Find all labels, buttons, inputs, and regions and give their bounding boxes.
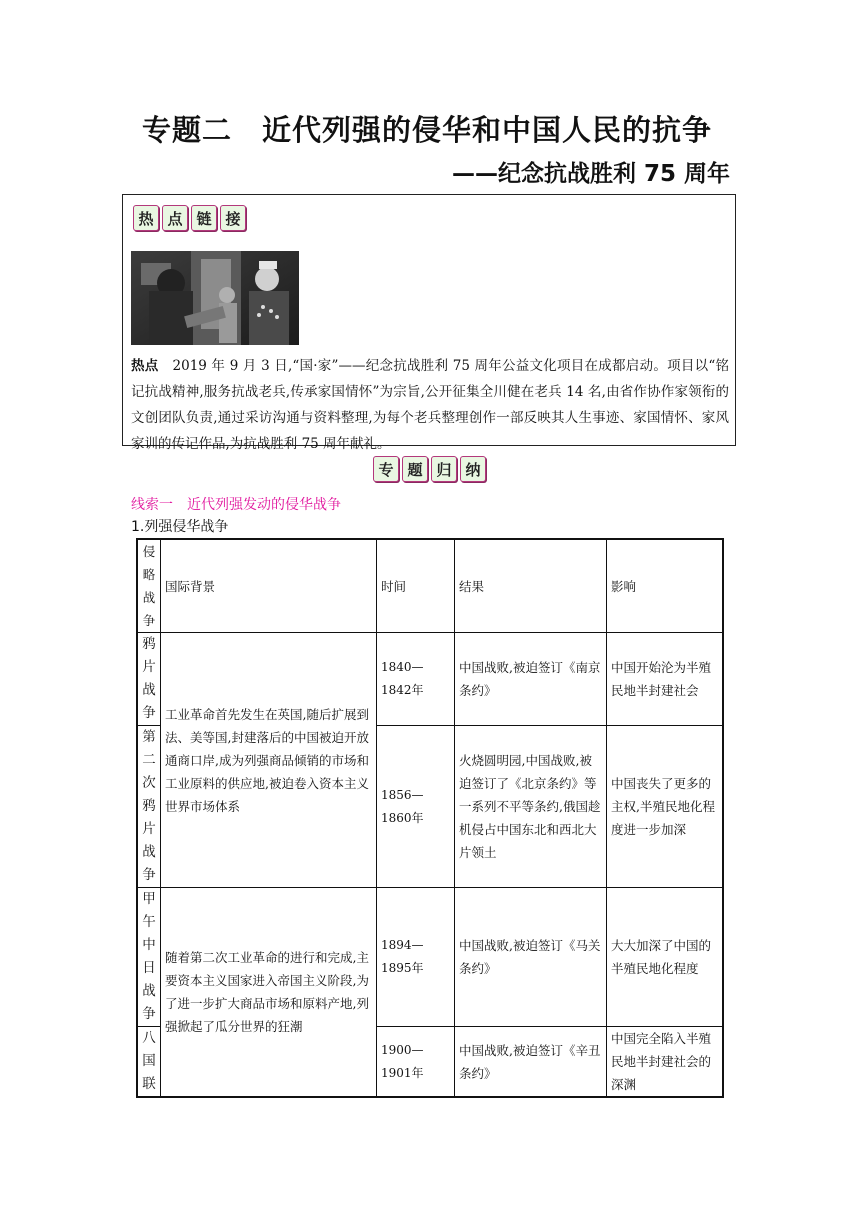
table-header-row [137, 539, 723, 633]
table-row [137, 888, 723, 1027]
result-cell: 火烧圆明园,中国战败,被迫签订了《北京条约》等一系列不平等条约,俄国趁机侵占中国东北和西北大片领土 [455, 726, 607, 888]
hot-label: 热点 [131, 358, 159, 374]
hot-link-text [131, 353, 729, 457]
time-cell: 1840—1842年 [377, 633, 455, 726]
hot-link-box [122, 194, 736, 452]
result-cell: 中国战败,被迫签订《辛丑条约》 [455, 1027, 607, 1098]
section-heading: 1.列强侵华战争 [131, 519, 229, 535]
background-cell: 随着第二次工业革命的进行和完成,主要资本主义国家进入帝国主义阶段,为了进一步扩大商品市场和原料产地,列强掀起了瓜分世界的狂潮 [161, 888, 377, 1098]
page-title: 专题二 近代列强的侵华和中国人民的抗争 [142, 113, 713, 147]
header-result: 结果 [455, 539, 607, 633]
effect-cell: 中国完全陷入半殖民地半封建社会的深渊 [607, 1027, 724, 1098]
tag-char: 题 [402, 456, 428, 482]
clue-heading: 线索一 近代列强发动的侵华战争 [131, 497, 341, 513]
tag-char: 点 [162, 205, 188, 231]
time-cell: 1894—1895年 [377, 888, 455, 1027]
tag-char: 专 [373, 456, 399, 482]
tag-char: 纳 [460, 456, 486, 482]
result-cell: 中国战败,被迫签订《南京条约》 [455, 633, 607, 726]
tag-char: 接 [220, 205, 246, 231]
tag-char: 热 [133, 205, 159, 231]
war-name: 第二次鸦片战争 [137, 726, 161, 888]
hot-paragraph: 2019 年 9 月 3 日,“国·家”——纪念抗战胜利 75 周年公益文化项目在成都启动。项目以“铭记抗战精神,服务抗战老兵,传承家国情怀”为宗旨,公开征集全川健在老兵 14 名,由省作协作家领衔的文创团队负责,通过采访沟通与资料整理,为每个老兵整理创作一部反映其人生事迹、家国情怀、家风家训的传记作品,为抗战胜利 75 周年献礼。 [131, 358, 729, 452]
hot-link-tag [133, 205, 246, 231]
header-time: 时间 [377, 539, 455, 633]
background-cell: 工业革命首先发生在英国,随后扩展到法、美等国,封建落后的中国被迫开放通商口岸,成为列强商品倾销的市场和工业原料的供应地,被迫卷入资本主义世界市场体系 [161, 633, 377, 888]
tag-char: 归 [431, 456, 457, 482]
header-background: 国际背景 [161, 539, 377, 633]
header-effect: 影响 [607, 539, 724, 633]
effect-cell: 大大加深了中国的半殖民地化程度 [607, 888, 724, 1027]
header-war: 侵略战争 [137, 539, 161, 633]
effect-cell: 中国开始沦为半殖民地半封建社会 [607, 633, 724, 726]
invasion-wars-table [136, 538, 724, 1098]
time-cell: 1856—1860年 [377, 726, 455, 888]
page-subtitle: ——纪念抗战胜利 75 周年 [451, 161, 730, 187]
war-name: 八国联 [137, 1027, 161, 1098]
veteran-photo [131, 251, 299, 345]
war-name: 鸦片战争 [137, 633, 161, 726]
time-cell: 1900—1901年 [377, 1027, 455, 1098]
result-cell: 中国战败,被迫签订《马关条约》 [455, 888, 607, 1027]
effect-cell: 中国丧失了更多的主权,半殖民地化程度进一步加深 [607, 726, 724, 888]
table-row [137, 633, 723, 726]
war-name: 甲午中日战争 [137, 888, 161, 1027]
tag-char: 链 [191, 205, 217, 231]
summary-tag [373, 456, 486, 482]
